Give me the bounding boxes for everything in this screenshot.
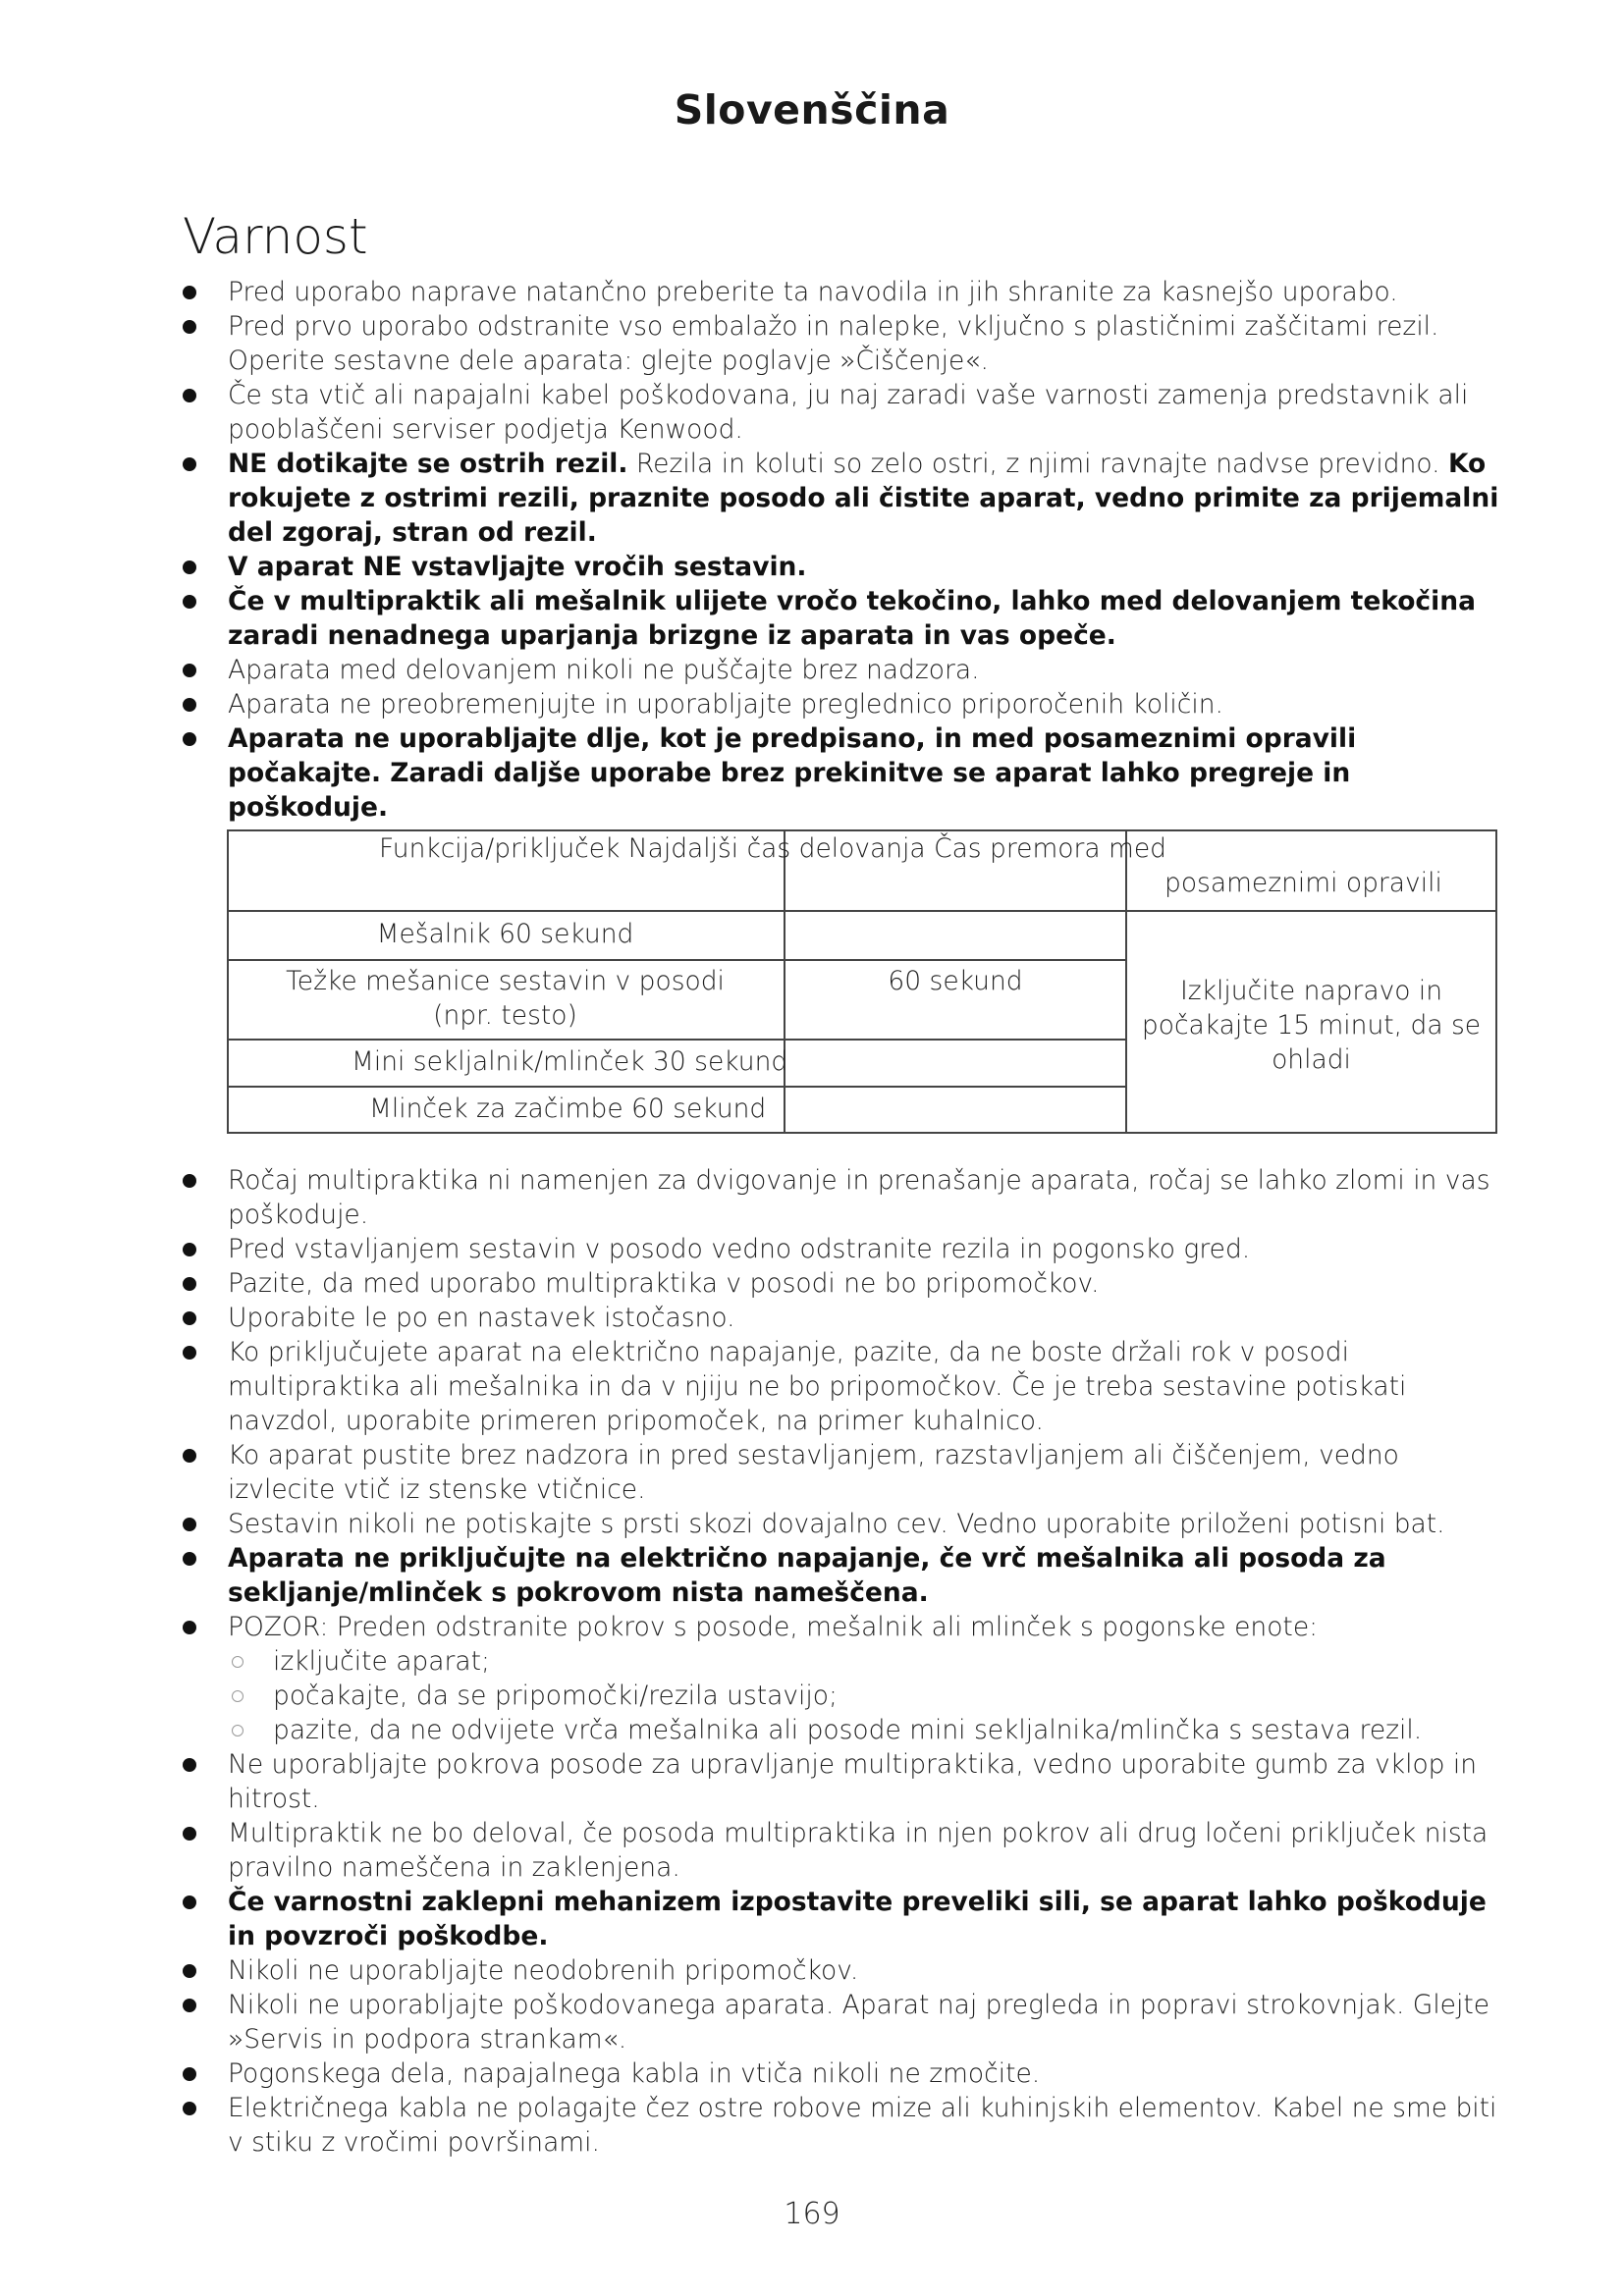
table-cell: Mini sekljalnik/mlinček 30 sekund <box>352 1046 788 1077</box>
list-item: Ročaj multipraktika ni namenjen za dvigovanje in prenašanje aparata, ročaj se lahko zlomi in vas poškoduje. <box>183 1163 1514 1232</box>
list-item: Aparata ne preobremenjujte in uporabljajte preglednico priporočenih količin. <box>183 687 1514 721</box>
table-cell: 60 sekund <box>888 966 1023 996</box>
warning-tail: Ko rokujete z ostrimi rezili, praznite posodo ali čistite aparat, vedno primite za prijemalni del zgoraj, stran od rezil. <box>228 449 1499 548</box>
table-row-line <box>227 1039 1126 1041</box>
table-cell: Mlinček za začimbe 60 sekund <box>369 1094 767 1124</box>
list-item: Če varnostni zaklepni mehanizem izpostavite preveliki sili, se aparat lahko poškoduje in povzroči poškodbe. <box>183 1885 1514 1953</box>
list-item: Multipraktik ne bo deloval, če posoda multipraktika in njen pokrov ali drug ločeni priključek nista pravilno nameščena in zaklenjena. <box>183 1816 1514 1885</box>
list-item: Aparata ne priključujte na električno napajanje, če vrč mešalnika ali posoda za sekljanje/mlinček s pokrovom nista nameščena. <box>183 1541 1514 1610</box>
table-border <box>1495 829 1497 1134</box>
list-item: Električnega kabla ne polagajte čez ostre robove mize ali kuhinjskih elementov. Kabel ne sme biti v stiku z vročimi površinami. <box>183 2091 1514 2160</box>
table-border <box>227 1132 1497 1134</box>
list-item: Pazite, da med uporabo multipraktika v posodi ne bo pripomočkov. <box>183 1266 1514 1301</box>
list-item: Aparata ne uporabljajte dlje, kot je predpisano, in med posameznimi opravili počakajte. Zaradi daljše uporabe brez prekinitve se aparat lahko pregreje in poškoduje. <box>183 721 1514 825</box>
list-item: Uporabite le po en nastavek istočasno. <box>183 1301 1514 1335</box>
table-row-line <box>227 910 1497 912</box>
table-cell: Izključite napravo in <box>1179 976 1443 1006</box>
table-header-continued: posameznimi opravili <box>1164 868 1442 898</box>
list-item: Ko priključujete aparat na električno napajanje, pazite, da ne boste držali rok v posodi multipraktika ali mešalnika in da v njiju ne bo pripomočkov. Če je treba sestavine potiskati navzdol, uporabite primeren pripomoček, na primer kuhalnico. <box>183 1335 1514 1438</box>
safety-list-1 <box>183 275 1514 825</box>
list-item: Nikoli ne uporabljajte poškodovanega aparata. Aparat naj pregleda in popravi strokovnjak. Glejte »Servis in podpora strankam«. <box>183 1988 1514 2056</box>
list-item: V aparat NE vstavljajte vročih sestavin. <box>183 550 1514 584</box>
list-item <box>183 447 1514 550</box>
list-item: Pred uporabo naprave natančno preberite ta navodila in jih shranite za kasnejšo uporabo. <box>183 275 1514 309</box>
table-row-line <box>227 959 1126 961</box>
list-item: Če sta vtič ali napajalni kabel poškodovana, ju naj zaradi vaše varnosti zamenja predstavnik ali pooblaščeni serviser podjetja Kenwood. <box>183 378 1514 447</box>
list-item: Pred prvo uporabo odstranite vso embalažo in nalepke, vključno s plastičnimi zaščitami rezil. Operite sestavne dele aparata: glejte poglavje »Čiščenje«. <box>183 309 1514 378</box>
list-item: Ne uporabljajte pokrova posode za upravljanje multipraktika, vedno uporabite gumb za vklop in hitrost. <box>183 1747 1514 1816</box>
operating-time-table <box>227 829 1497 1134</box>
list-item: Pred vstavljanjem sestavin v posodo vedno odstranite rezila in pogonsko gred. <box>183 1232 1514 1266</box>
table-header: Funkcija/priključek Najdaljši čas delovanja Čas premora med <box>379 833 1167 864</box>
page-number: 169 <box>784 2197 840 2231</box>
table-cell: počakajte 15 minut, da se <box>1141 1010 1482 1041</box>
table-row-line <box>227 1086 1126 1088</box>
safety-list-2 <box>183 1163 1514 2160</box>
table-cell: Mešalnik 60 sekund <box>376 919 634 949</box>
language-title: Slovenščina <box>674 86 950 133</box>
list-item: Sestavin nikoli ne potiskajte s prsti skozi dovajalno cev. Vedno uporabite priloženi potisni bat. <box>183 1507 1514 1541</box>
table-cell: Težke mešanice sestavin v posodi <box>286 966 725 996</box>
sub-list-item: pazite, da ne odvijete vrča mešalnika ali posode mini sekljalnika/mlinčka s sestava rezil. <box>228 1713 1514 1747</box>
list-item <box>183 1610 1514 1747</box>
list-item: Aparata med delovanjem nikoli ne puščajte brez nadzora. <box>183 653 1514 687</box>
table-cell: ohladi <box>1272 1044 1351 1075</box>
list-item: Ko aparat pustite brez nadzora in pred sestavljanjem, razstavljanjem ali čiščenjem, vedno izvlecite vtič iz stenske vtičnice. <box>183 1438 1514 1507</box>
table-cell: (npr. testo) <box>433 1000 577 1031</box>
section-title: Varnost <box>183 208 368 265</box>
list-item: Če v multipraktik ali mešalnik ulijete vročo tekočino, lahko med delovanjem tekočina zaradi nenadnega uparjanja brizgne iz aparata in vas opeče. <box>183 584 1514 653</box>
list-item: Nikoli ne uporabljajte neodobrenih pripomočkov. <box>183 1953 1514 1988</box>
sub-list-item: počakajte, da se pripomočki/rezila ustavijo; <box>228 1679 1514 1713</box>
list-item: Pogonskega dela, napajalnega kabla in vtiča nikoli ne zmočite. <box>183 2056 1514 2091</box>
caution-sublist <box>228 1644 1514 1747</box>
warning-lead: NE dotikajte se ostrih rezil. <box>228 449 628 479</box>
table-border <box>227 829 1497 831</box>
caution-text: POZOR: Preden odstranite pokrov s posode, mešalnik ali mlinček s pogonske enote: <box>228 1612 1319 1642</box>
warning-body: Rezila in koluti so zelo ostri, z njimi ravnajte nadvse previdno. <box>627 449 1440 479</box>
sub-list-item: izključite aparat; <box>228 1644 1514 1679</box>
